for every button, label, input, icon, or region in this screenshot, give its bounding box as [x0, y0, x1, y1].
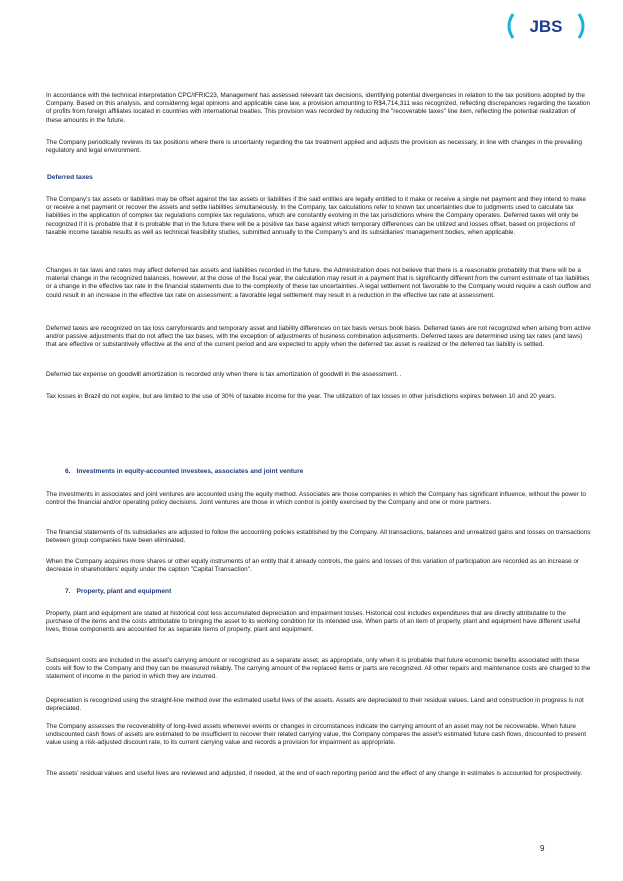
section-7-number: 7. — [65, 588, 71, 595]
jbs-logo — [501, 12, 591, 40]
logo-left-bracket-icon — [509, 14, 513, 38]
heading-section-7 — [65, 588, 171, 595]
paragraph-recoverability: The Company assesses the recoverability of long-lived assets whenever events or changes in circumstances indicate the carrying amount of an asset may not be recoverable. When future undiscounted cash flows of assets are estimated to be insufficient to recover their related carrying value, the Company compares the asset's estimated future cash flows, discounted to present value using a risk-adjusted discount rate, to its current carrying value and records a provision for impairment as appropriate. — [46, 723, 586, 747]
heading-deferred-taxes: Deferred taxes — [47, 174, 93, 181]
paragraph-offset-tax-assets: The Company's tax assets or liabilities may be offset against the tax assets or liabilities if the said entities are legally entitled to it make or receive a single net payment and they intend to make or receive a net payment or recover the assets and settle liabilities simultaneously. In the Company, tax calculations refer to known tax uncertainties due to judgments used to calculate tax liabilities in the application of complex tax regulations complex tax regulations, which are constantly evolving in the tax jurisdictions where the Company operates. Deferred taxes will only be recognized if it is probable that it is probable that in the future there will be a positive tax base against which temporary differences can be utilized and losses offset, based on projections of taxable income taxable results as well as technical feasibility studies, submitted annually to the Company's and its subsidiaries' management bodies, when applicable. — [46, 196, 586, 236]
logo-right-bracket-icon — [579, 14, 583, 38]
paragraph-subsequent-costs: Subsequent costs are included in the asset's carrying amount or recognized as a separate asset, as appropriate, only when it is probable that future economic benefits associated with these costs will flow to the Company and they can be measured reliably. The carrying amount of the replaced items or parts are recognized. All other repairs and maintenance costs are charged to the statement of income in the period in which they are incurred. — [46, 657, 591, 681]
paragraph-goodwill-amortization: Deferred tax expense on goodwill amortization is recorded only when there is tax amortization of goodwill in the assessment. . — [46, 371, 402, 378]
paragraph-tax-law-changes: Changes in tax laws and rates may affect deferred tax assets and liabilities recorded in the future. the Administration does not believe that there is a reasonable probability that there will be a material change in the recognized balances, however, at the close of the fiscal year, the calculation may result in a payment that is significantly different from the current estimate of tax liabilities or a change in the effective tax rate in the financial statements due to the complexity of these tax uncertainties. A legal settlement not favorable to the Company would require a cash outflow and could result in an increase in the effective tax rate on assessment; a favorable legal settlement may result in a reduction in the effective tax rate at assessment. — [46, 267, 591, 299]
paragraph-ppe-cost: Property, plant and equipment are stated at historical cost less accumulated depreciation and impairment losses. Historical cost includes expenditures that are directly attributable to the purchase of the items and the costs attributable to bringing the asset to its working condition for its intended use. When parts of an item of property, plant and equipment have different useful lives, those components are accounted for as separate items of property, plant and equipment. — [46, 610, 581, 634]
paragraph-equity-method: The investments in associates and joint ventures are accounted using the equity method. Associates are those companies in which the Company has significant influence, without the power to control the financial and/or operating policy decisions. Joint ventures are those in which control is jointly exercised by the Company and one or more partners. — [46, 491, 586, 507]
heading-section-6 — [65, 468, 303, 475]
paragraph-capital-transaction: When the Company acquires more shares or other equity instruments of an entity that it already controls, the gains and losses of this variation of participation are recorded as an increase or decrease in shareholders' equity under the caption "Capital Transaction". — [46, 558, 580, 574]
paragraph-depreciation: Depreciation is recognized using the straight-line method over the estimated useful lives of the assets. Assets are depreciated to their residual values. Land and construction in progress is not depreciated. — [46, 697, 584, 713]
logo-text: JBS — [529, 17, 563, 36]
paragraph-tax-losses-brazil: Tax losses in Brazil do not expire, but are limited to the use of 30% of taxable income for the year. The utilization of tax losses in other jurisdictions expires between 10 and 20 years. — [46, 393, 556, 400]
paragraph-residual-values: The assets' residual values and useful lives are reviewed and adjusted, if needed, at the end of each reporting period and the effect of any change in estimates is accounted for prospectively. — [46, 770, 582, 777]
section-7-title: Property, plant and equipment — [76, 588, 172, 595]
paragraph-ifric23: In accordance with the technical interpretation CPC/IFRIC23, Management has assessed relevant tax decisions, identifying potential divergences in relation to the tax positions adopted by the Company. Based on this analysis, and considering legal opinions and applicable case law, a provision amounting to R$4,714,311 was recognized, reflecting discrepancies regarding the taxation of profits from foreign affiliates located in countries with international treaties. This provision was recorded by reducing the "recoverable taxes" line item, reflecting the potential realization of these amounts in the future. — [46, 92, 591, 124]
section-6-title: Investments in equity-accounted investees, associates and joint venture — [76, 468, 304, 475]
paragraph-deferred-recognition: Deferred taxes are recognized on tax loss carryforwards and temporary asset and liability differences on tax basis versus book basis. Deferred taxes are not recognized when arising from active and/or passive adjustments that do not affect the tax bases, with the exception of adjustments of business combination adjustments. Deferred taxes are determined using tax rates (and laws) that are effective or substantively effective at the end of the current period and are expected to apply when the deferred tax asset is realized or the deferred tax liability is settled. — [46, 325, 591, 349]
page-number: 9 — [540, 844, 545, 853]
section-6-number: 6. — [65, 468, 71, 475]
paragraph-tax-positions-review: The Company periodically reviews its tax positions where there is uncertainty regarding the tax treatment applied and adjusts the provision as necessary, in line with changes in the prevailing regulatory and legal environment. — [46, 139, 582, 155]
paragraph-subsidiary-adjustments: The financial statements of its subsidiaries are adjusted to follow the accounting policies established by the Company. All transactions, balances and unrealized gains and losses on transactions between group companies have been eliminated. — [46, 529, 591, 545]
